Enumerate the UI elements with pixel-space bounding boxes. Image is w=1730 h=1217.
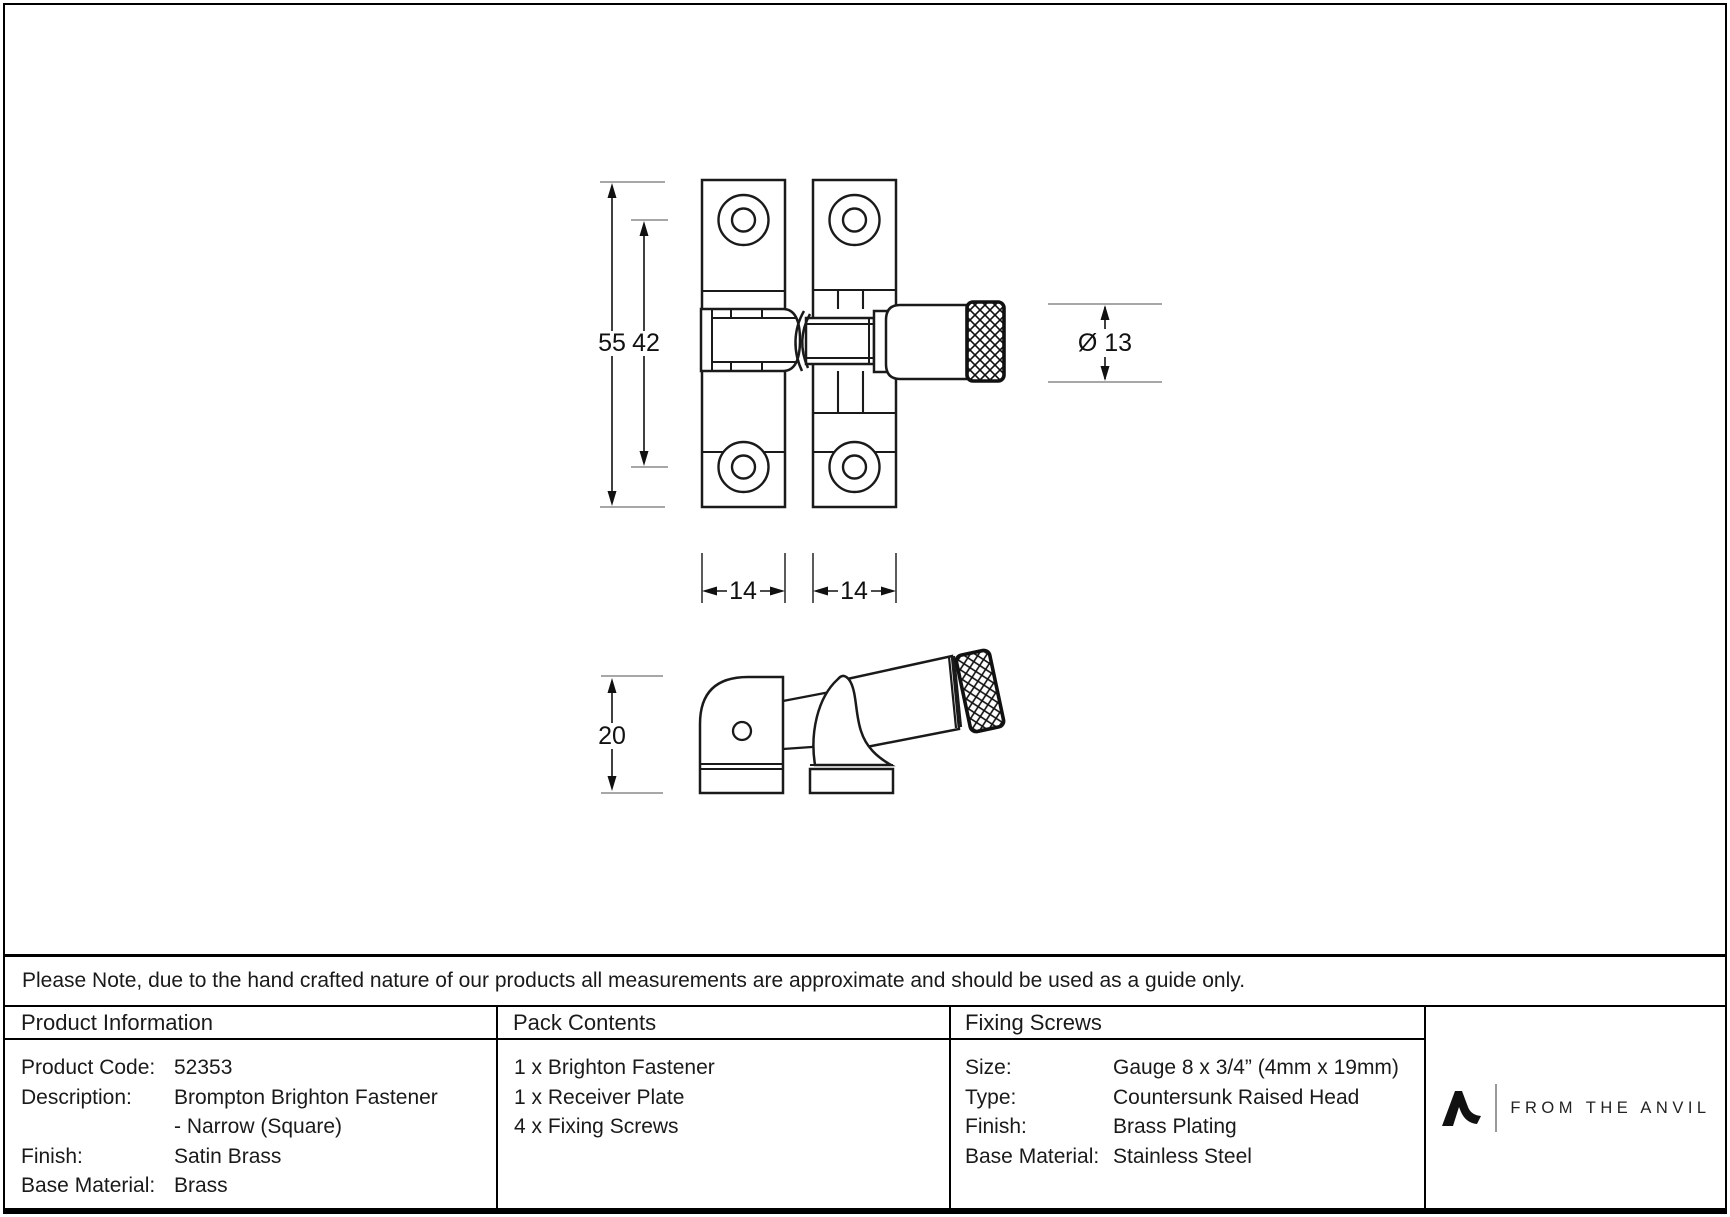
fixing-screws-cell [951,1040,1424,1171]
row-value: Stainless Steel [1113,1144,1252,1168]
keeper-housing [701,309,800,371]
header-fixing-screws [951,1007,1424,1038]
dim-label-20: 20 [598,722,626,750]
row-label: Base Material: [21,1174,156,1198]
dim-label-dia13: Ø 13 [1077,329,1133,357]
anvil-logo-icon [1440,1090,1482,1126]
row-label: Type: [965,1085,1017,1109]
brand-name: FROM THE ANVIL [1510,1098,1711,1117]
row-label: Size: [965,1056,1012,1079]
pack-contents-cell [498,1040,949,1142]
latch-bar [806,318,874,364]
row-label: Base Material: [965,1144,1100,1168]
knob-stem [886,305,967,379]
table-row [965,1083,1424,1113]
row-label: Finish: [21,1144,83,1168]
row-label [21,1112,174,1142]
product-information-cell [5,1040,496,1201]
row-label: Finish: [965,1115,1027,1139]
knurled-knob-icon [967,302,1004,381]
row-value: Brass [174,1174,228,1198]
measurement-note [5,957,1725,1005]
table-row [965,1142,1424,1172]
table-row [21,1112,496,1142]
dim-label-55: 55 [598,329,626,357]
brand-logo [1426,1007,1725,1209]
front-view-drawing [701,180,1004,507]
bracket-hole [733,722,751,740]
table-row [21,1142,496,1172]
dim-label-14-left: 14 [729,577,757,605]
dim-label-42: 42 [632,329,660,357]
table-row [21,1171,496,1201]
row-value: Brompton Brighton Fastener [174,1085,438,1109]
side-view-drawing [700,649,1005,793]
row-label: Product Code: [21,1056,156,1079]
dimension-dia-13 [1048,304,1162,382]
table-row [965,1053,1424,1083]
row-value: Gauge 8 x 3/4” (4mm x 19mm) [1113,1056,1399,1079]
row-value: 52353 [174,1056,233,1079]
row-value: Countersunk Raised Head [1113,1085,1360,1109]
dim-label-14-right: 14 [840,577,868,605]
header-label: Fixing Screws [965,1009,1102,1035]
header-label: Product Information [21,1009,213,1035]
table-row [21,1083,496,1113]
header-label: Pack Contents [513,1009,657,1035]
row-label: Description: [21,1085,132,1109]
note-text: Please Note, due to the hand crafted nature of our products all measurements are approximate and should be used as a guide only. [22,969,1246,992]
dimension-20 [598,676,663,793]
knurled-knob-side-icon [955,649,1004,732]
logo-divider [1495,1084,1497,1132]
pack-item: 1 x Receiver Plate [514,1085,685,1109]
cam-base [810,765,893,793]
receiver-bracket [700,677,783,793]
dimension-14-left [702,553,785,605]
table-row [965,1112,1424,1142]
header-product-information [5,1007,496,1038]
row-value: - Narrow (Square) [174,1115,343,1139]
dimension-14-right [813,553,896,605]
row-value: Brass Plating [1113,1115,1237,1139]
header-pack-contents [498,1007,949,1038]
pack-item: 4 x Fixing Screws [514,1115,679,1139]
table-row [21,1053,496,1083]
pack-item: 1 x Brighton Fastener [514,1056,715,1079]
dimension-42 [631,220,668,467]
row-value: Satin Brass [174,1144,282,1168]
